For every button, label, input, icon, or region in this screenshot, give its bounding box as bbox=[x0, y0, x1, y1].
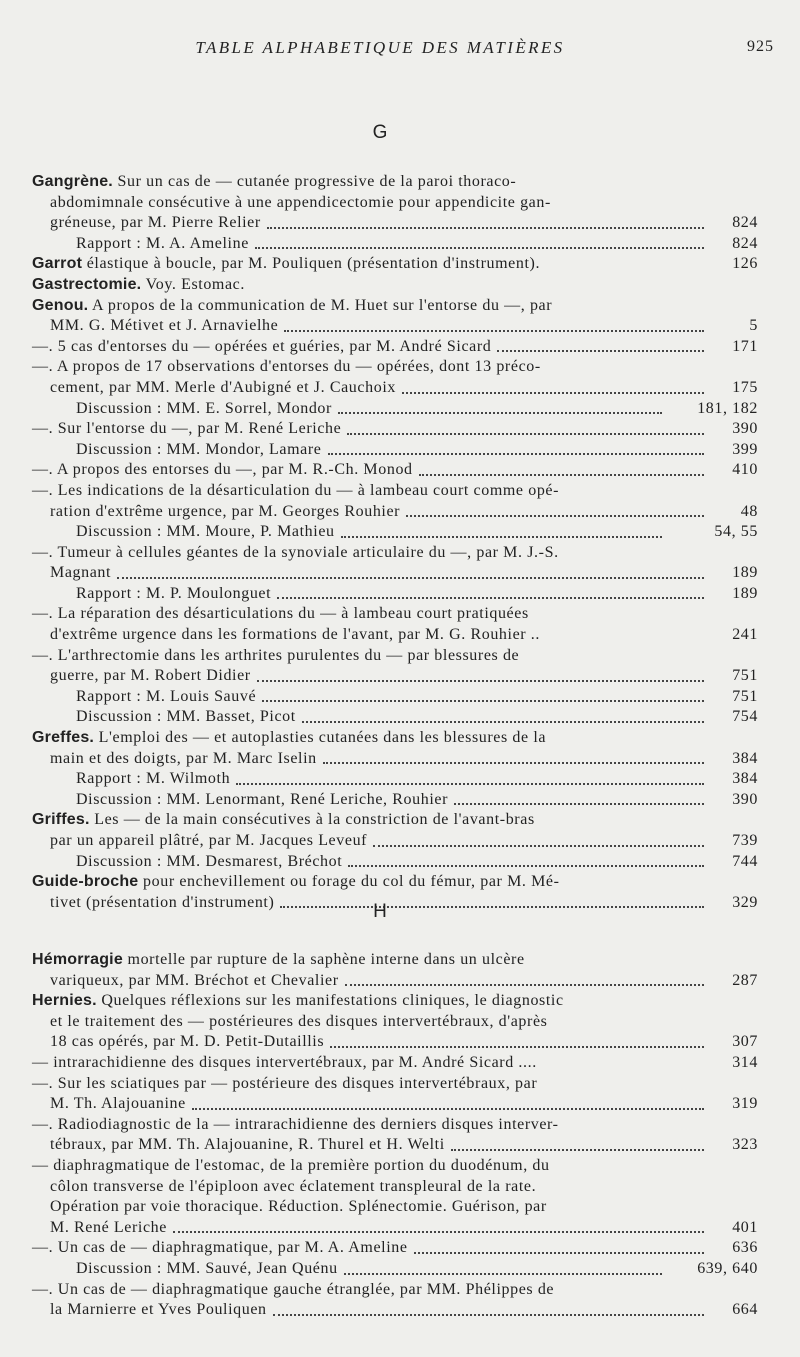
entry-keyword: Hémorragie bbox=[32, 951, 123, 968]
page-reference: 751 bbox=[732, 687, 758, 705]
entry-text bbox=[76, 234, 249, 255]
entry-text bbox=[32, 646, 519, 667]
entry-description: — intrarachidienne des disques intervertébraux, par M. André Sicard .... bbox=[32, 1053, 537, 1071]
entry-description: Discussion : MM. Desmarest, Bréchot bbox=[76, 852, 343, 870]
index-entry-line bbox=[32, 646, 752, 667]
entry-text bbox=[32, 172, 516, 193]
leader-dots bbox=[347, 431, 704, 435]
page-number: 925 bbox=[747, 38, 774, 55]
leader-dots bbox=[344, 1271, 662, 1275]
page-reference: 307 bbox=[732, 1033, 758, 1051]
leader-dots bbox=[330, 1044, 704, 1048]
page-reference: 384 bbox=[732, 749, 758, 767]
entry-description: Sur un cas de — cutanée progressive de la paroi thoraco- bbox=[112, 173, 517, 190]
page-reference: 189 bbox=[732, 584, 758, 602]
entry-text bbox=[50, 316, 278, 337]
index-entry-line bbox=[32, 604, 752, 625]
entry-description: M. René Leriche bbox=[50, 1218, 167, 1236]
page-reference: 824 bbox=[732, 214, 758, 232]
entry-text bbox=[76, 852, 342, 873]
index-entry-line bbox=[32, 399, 758, 420]
entry-description: —. Un cas de — diaphragmatique, par M. A. Ameline bbox=[32, 1239, 408, 1257]
entry-keyword: Gangrène. bbox=[32, 173, 113, 190]
page-reference: 241 bbox=[732, 626, 758, 644]
index-entry-line bbox=[32, 991, 752, 1012]
section-letter-g: G bbox=[372, 122, 388, 143]
entry-description: —. Sur l'entorse du —, par M. René Leriche bbox=[32, 420, 342, 438]
entry-description: —. Un cas de — diaphragmatique gauche étranglée, par MM. Phélippes de bbox=[32, 1280, 555, 1298]
page-reference: 754 bbox=[732, 708, 758, 726]
entry-description: cement, par MM. Merle d'Aubigné et J. Cauchoix bbox=[50, 378, 396, 396]
entry-description: —. 5 cas d'entorses du — opérées et guéries, par M. André Sicard bbox=[32, 337, 492, 355]
page-reference: 390 bbox=[732, 790, 758, 808]
entry-description: la Marnierre et Yves Pouliquen bbox=[50, 1301, 267, 1319]
index-entry-line bbox=[32, 1280, 752, 1301]
entry-text bbox=[76, 1259, 338, 1280]
entry-text bbox=[32, 1115, 559, 1136]
index-entry-line bbox=[32, 1053, 758, 1074]
index-entry-line bbox=[32, 460, 758, 481]
entry-description: Magnant bbox=[50, 564, 112, 582]
entry-description: Discussion : MM. Moure, P. Mathieu bbox=[76, 523, 335, 541]
index-entry-line bbox=[32, 1218, 758, 1239]
entry-text bbox=[50, 1300, 267, 1321]
entry-text bbox=[32, 337, 491, 358]
entry-text bbox=[32, 460, 413, 481]
entry-text bbox=[76, 399, 332, 420]
leader-dots bbox=[348, 863, 704, 867]
entry-text bbox=[32, 604, 529, 625]
index-entry-line bbox=[32, 687, 758, 708]
entry-description: Opération par voie thoracique. Réduction. Splénectomie. Guérison, par bbox=[50, 1198, 547, 1216]
index-entry-line bbox=[32, 1197, 752, 1218]
page-reference: 175 bbox=[732, 378, 758, 396]
entry-description: MM. G. Métivet et J. Arnavielhe bbox=[50, 317, 279, 335]
index-entry-line bbox=[32, 213, 758, 234]
leader-dots bbox=[277, 595, 704, 599]
entry-text bbox=[32, 1053, 537, 1074]
entry-text bbox=[50, 831, 367, 852]
entry-description: Discussion : MM. Basset, Picot bbox=[76, 708, 296, 726]
running-header bbox=[0, 38, 800, 68]
entry-description: abdomimnale consécutive à une appendicectomie pour appendicite gan- bbox=[50, 193, 551, 211]
entry-text bbox=[50, 625, 540, 646]
entry-text bbox=[50, 193, 551, 214]
entry-description: L'emploi des — et autoplasties cutanées dans les blessures de la bbox=[94, 729, 547, 747]
index-entry-line bbox=[32, 790, 758, 811]
leader-dots bbox=[284, 328, 704, 332]
entry-text bbox=[32, 419, 341, 440]
entry-description: Voy. Estomac. bbox=[141, 275, 245, 293]
entry-text bbox=[50, 1012, 547, 1033]
index-entry-line bbox=[32, 1238, 758, 1259]
leader-dots bbox=[273, 1312, 704, 1316]
entry-keyword: Greffes. bbox=[32, 729, 95, 747]
entry-description: Rapport : M. Wilmoth bbox=[76, 770, 231, 788]
entry-description: —. L'arthrectomie dans les arthrites purulentes du — par blessures de bbox=[32, 646, 520, 664]
page-reference: 5 bbox=[749, 317, 758, 335]
entry-description: —. A propos de 17 observations d'entorses du — opérées, dont 13 préco- bbox=[32, 358, 541, 376]
page-reference: 384 bbox=[732, 770, 758, 788]
page-reference: 189 bbox=[732, 564, 758, 582]
page-reference: 399 bbox=[732, 440, 758, 458]
index-entry-line bbox=[32, 440, 758, 461]
entry-text bbox=[76, 769, 230, 790]
leader-dots bbox=[117, 575, 704, 579]
entry-text bbox=[50, 502, 400, 523]
index-entry-line bbox=[32, 337, 758, 358]
entry-text bbox=[50, 1197, 547, 1218]
entry-text bbox=[50, 1135, 445, 1156]
entry-description: —. La réparation des désarticulations du — à lambeau court pratiquées bbox=[32, 605, 529, 623]
page-reference: 410 bbox=[732, 461, 758, 479]
page-reference: 171 bbox=[732, 337, 758, 355]
entry-text bbox=[32, 357, 541, 378]
entry-description: gréneuse, par M. Pierre Relier bbox=[50, 214, 261, 232]
page-title: TABLE ALPHABETIQUE DES MATIÈRES bbox=[195, 38, 565, 57]
page-reference: 751 bbox=[732, 667, 758, 685]
index-entry-line bbox=[32, 1012, 752, 1033]
entry-text bbox=[50, 213, 261, 234]
entry-text bbox=[32, 543, 559, 564]
page-reference: 390 bbox=[732, 420, 758, 438]
page-reference: 329 bbox=[732, 893, 758, 911]
entry-text bbox=[50, 1032, 324, 1053]
entry-description: Discussion : MM. Mondor, Lamare bbox=[76, 440, 322, 458]
leader-dots bbox=[341, 534, 662, 538]
leader-dots bbox=[328, 451, 705, 455]
index-entry-line bbox=[32, 1074, 752, 1095]
leader-dots bbox=[267, 225, 704, 229]
section-h-entries bbox=[32, 950, 758, 1321]
entry-text bbox=[32, 991, 564, 1012]
entry-text bbox=[50, 666, 251, 687]
index-entry-line bbox=[32, 419, 758, 440]
entry-description: Les — de la main consécutives à la constriction de l'avant-bras bbox=[89, 811, 535, 829]
entry-description: —. Sur les sciatiques par — postérieure des disques intervertébraux, par bbox=[32, 1074, 538, 1092]
leader-dots bbox=[323, 760, 704, 764]
index-entry-line bbox=[32, 296, 752, 317]
page-reference: 287 bbox=[732, 971, 758, 989]
entry-text bbox=[32, 1238, 408, 1259]
index-entry-line bbox=[32, 275, 752, 296]
entry-description: Discussion : MM. E. Sorrel, Mondor bbox=[76, 399, 332, 417]
entry-description: guerre, par M. Robert Didier bbox=[50, 667, 251, 685]
entry-text bbox=[76, 687, 256, 708]
entry-description: ration d'extrême urgence, par M. Georges Rouhier bbox=[50, 502, 401, 520]
page-reference: 636 bbox=[732, 1239, 758, 1257]
entry-description: côlon transverse de l'épiploon avec éclatement transpleural de la rate. bbox=[50, 1177, 537, 1195]
entry-keyword: Garrot bbox=[32, 255, 83, 273]
entry-description: tivet (présentation d'instrument) bbox=[50, 893, 275, 911]
page-reference: 314 bbox=[732, 1053, 758, 1071]
leader-dots bbox=[236, 781, 704, 785]
entry-description: —. Radiodiagnostic de la — intrarachidienne des derniers disques interver- bbox=[32, 1115, 559, 1133]
page-reference: 739 bbox=[732, 832, 758, 849]
leader-dots bbox=[454, 801, 704, 805]
index-entry-line bbox=[32, 563, 758, 584]
index-entry-line bbox=[32, 1032, 758, 1053]
leader-dots bbox=[451, 1147, 704, 1151]
entry-text bbox=[32, 1280, 554, 1301]
leader-dots bbox=[192, 1106, 704, 1110]
entry-keyword: Griffes. bbox=[32, 811, 90, 829]
leader-dots bbox=[419, 472, 704, 476]
leader-dots bbox=[257, 678, 704, 682]
index-entry-line bbox=[32, 971, 758, 992]
entry-keyword: Guide-broche bbox=[32, 873, 139, 891]
entry-text bbox=[76, 584, 271, 605]
index-entry-line bbox=[32, 522, 758, 543]
index-entry-line bbox=[32, 625, 758, 646]
entry-description: par un appareil plâtré, par M. Jacques Leveuf bbox=[50, 832, 368, 849]
entry-description: tébraux, par MM. Th. Alajouanine, R. Thurel et H. Welti bbox=[50, 1136, 445, 1154]
index-entry-line bbox=[32, 810, 752, 831]
entry-description: A propos de la communication de M. Huet sur l'entorse du —, par bbox=[88, 296, 553, 314]
index-entry-line bbox=[32, 1177, 752, 1198]
entry-description: —. Tumeur à cellules géantes de la synoviale articulaire du —, par M. J.-S. bbox=[32, 543, 559, 561]
index-entry-line bbox=[32, 172, 752, 193]
page-reference: 744 bbox=[732, 852, 758, 870]
index-entry-line bbox=[32, 234, 758, 255]
entry-description: d'extrême urgence dans les formations de l'avant, par M. G. Rouhier .. bbox=[50, 626, 541, 644]
index-entry-line bbox=[32, 1300, 758, 1321]
entry-text bbox=[50, 749, 317, 770]
entry-text bbox=[76, 522, 335, 543]
entry-description: Quelques réflexions sur les manifestations cliniques, le diagnostic bbox=[96, 992, 564, 1010]
section-g-entries bbox=[32, 172, 758, 913]
index-entry-line bbox=[32, 950, 752, 971]
entry-description: Rapport : M. Louis Sauvé bbox=[76, 687, 257, 705]
index-entry-line bbox=[32, 1094, 758, 1115]
page-reference: 181, 182 bbox=[697, 399, 758, 417]
index-entry-line bbox=[32, 831, 758, 852]
entry-description: — diaphragmatique de l'estomac, de la première portion du duodénum, du bbox=[32, 1156, 550, 1174]
entry-description: M. Th. Alajouanine bbox=[50, 1095, 186, 1113]
page-reference: 319 bbox=[732, 1095, 758, 1113]
page-reference: 323 bbox=[732, 1136, 758, 1154]
index-entry-line bbox=[32, 543, 752, 564]
entry-text bbox=[32, 296, 552, 317]
index-entry-line bbox=[32, 1259, 758, 1280]
entry-description: variqueux, par MM. Bréchot et Chevalier bbox=[50, 971, 339, 989]
index-entry-line bbox=[32, 254, 758, 275]
entry-description: Discussion : MM. Lenormant, René Leriche, Rouhier bbox=[76, 790, 448, 808]
index-entry-line bbox=[32, 1135, 758, 1156]
page-reference: 48 bbox=[740, 502, 758, 520]
page-reference: 824 bbox=[732, 234, 758, 252]
index-entry-line bbox=[32, 1115, 752, 1136]
entry-text bbox=[76, 790, 448, 811]
entry-description: —. A propos des entorses du —, par M. R.-Ch. Monod bbox=[32, 461, 413, 479]
entry-text bbox=[50, 971, 339, 992]
entry-text bbox=[32, 254, 540, 275]
index-entry-line bbox=[32, 769, 758, 790]
page-reference: 54, 55 bbox=[714, 523, 758, 541]
page-reference: 664 bbox=[732, 1301, 758, 1319]
entry-description: élastique à boucle, par M. Pouliquen (présentation d'instrument). bbox=[82, 255, 541, 273]
entry-keyword: Gastrectomie. bbox=[32, 275, 142, 293]
entry-text bbox=[76, 707, 296, 728]
index-entry-line bbox=[32, 193, 752, 214]
index-entry-line bbox=[32, 1156, 752, 1177]
leader-dots bbox=[345, 982, 704, 986]
entry-text bbox=[50, 1094, 186, 1115]
entry-text bbox=[32, 1074, 537, 1095]
leader-dots bbox=[373, 843, 704, 847]
leader-dots bbox=[173, 1229, 704, 1233]
index-entry-line bbox=[32, 316, 758, 337]
leader-dots bbox=[302, 719, 704, 723]
entry-text bbox=[32, 872, 560, 893]
index-entry-line bbox=[32, 357, 752, 378]
entry-text bbox=[50, 378, 396, 399]
entry-description: Discussion : MM. Sauvé, Jean Quénu bbox=[76, 1259, 338, 1277]
leader-dots bbox=[262, 698, 704, 702]
leader-dots bbox=[414, 1250, 704, 1254]
leader-dots bbox=[402, 390, 704, 394]
leader-dots bbox=[338, 410, 662, 414]
leader-dots bbox=[406, 513, 704, 517]
entry-text bbox=[32, 950, 525, 971]
entry-description: 18 cas opérés, par M. D. Petit-Dutaillis bbox=[50, 1033, 325, 1051]
index-entry-line bbox=[32, 481, 752, 502]
entry-description: —. Les indications de la désarticulation du — à lambeau court comme opé- bbox=[32, 481, 560, 499]
page-reference: 401 bbox=[732, 1218, 758, 1236]
entry-text bbox=[32, 1156, 550, 1177]
entry-text bbox=[76, 440, 322, 461]
index-entry-line bbox=[32, 852, 758, 873]
entry-text bbox=[32, 481, 559, 502]
index-entry-line bbox=[32, 584, 758, 605]
entry-description: main et des doigts, par M. Marc Iselin bbox=[50, 749, 317, 767]
entry-text bbox=[32, 275, 245, 296]
entry-description: et le traitement des — postérieures des disques intervertébraux, d'après bbox=[50, 1012, 548, 1030]
entry-description: mortelle par rupture de la saphène interne dans un ulcère bbox=[122, 951, 525, 968]
leader-dots bbox=[255, 245, 704, 249]
entry-keyword: Genou. bbox=[32, 296, 89, 314]
entry-description: Rapport : M. A. Ameline bbox=[76, 234, 249, 252]
entry-description: Rapport : M. P. Moulonguet bbox=[76, 584, 272, 602]
page-reference: 639, 640 bbox=[697, 1259, 758, 1277]
index-entry-line bbox=[32, 666, 758, 687]
entry-text bbox=[50, 1177, 536, 1198]
entry-text bbox=[32, 810, 535, 831]
index-entry-line bbox=[32, 502, 758, 523]
index-entry-line bbox=[32, 728, 752, 749]
entry-text bbox=[50, 1218, 167, 1239]
index-entry-line bbox=[32, 378, 758, 399]
index-entry-line bbox=[32, 872, 752, 893]
entry-text bbox=[32, 728, 546, 749]
section-letter-h: H bbox=[373, 901, 387, 922]
page-reference: 126 bbox=[732, 255, 758, 273]
index-entry-line bbox=[32, 749, 758, 770]
entry-keyword: Hernies. bbox=[32, 992, 97, 1010]
entry-description: pour enchevillement ou forage du col du fémur, par M. Mé- bbox=[138, 873, 560, 891]
index-entry-line bbox=[32, 707, 758, 728]
entry-text bbox=[50, 563, 111, 584]
leader-dots bbox=[497, 348, 704, 352]
